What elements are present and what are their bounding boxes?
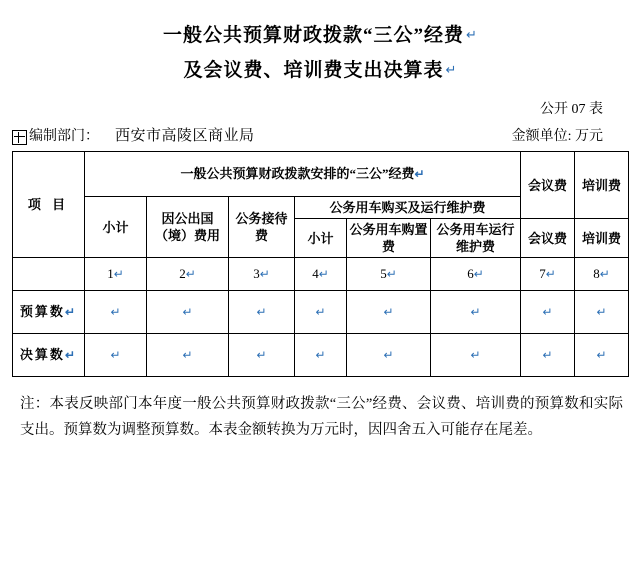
header-cell-item: 项 目 <box>12 152 84 258</box>
cell-final-abroad[interactable] <box>146 334 228 377</box>
number-6: 6 <box>467 266 474 281</box>
footnote <box>20 391 623 443</box>
number-cell-blank <box>12 258 84 291</box>
cell-final-vehicle-subtotal[interactable] <box>294 334 346 377</box>
row-label-text: 决算数 <box>19 347 65 362</box>
row-label-text: 预算数 <box>19 304 65 319</box>
paragraph-mark-icon: ↵ <box>318 267 329 281</box>
number-3: 3 <box>253 266 260 281</box>
header-cell-group <box>84 152 520 197</box>
paragraph-mark-icon: ↵ <box>256 305 267 319</box>
paragraph-mark-icon: ↵ <box>185 267 196 281</box>
number-cell-7 <box>521 258 575 291</box>
cell-budget-vehicle-maintain[interactable] <box>430 291 520 334</box>
paragraph-mark-icon: ↵ <box>110 348 121 362</box>
paragraph-mark-icon: ↵ <box>470 348 481 362</box>
cell-budget-reception[interactable] <box>228 291 294 334</box>
table-row-numbers <box>12 258 628 291</box>
header-cell-reception: 公务接待费 <box>228 197 294 258</box>
meta-row <box>0 124 641 145</box>
row-label-final <box>12 334 84 377</box>
paragraph-mark-icon: ↵ <box>545 267 556 281</box>
cell-final-training[interactable] <box>575 334 629 377</box>
cell-budget-abroad[interactable] <box>146 291 228 334</box>
number-2: 2 <box>179 266 186 281</box>
open-number: 公开 07 表 <box>540 102 603 117</box>
table-move-handle-icon[interactable] <box>12 130 27 145</box>
paragraph-mark-icon: ↵ <box>470 305 481 319</box>
paragraph-mark-icon: ↵ <box>596 348 607 362</box>
cell-final-reception[interactable] <box>228 334 294 377</box>
header-cell-meeting-2: 会议费 <box>521 219 575 258</box>
number-cell-8 <box>575 258 629 291</box>
paragraph-mark-icon: ↵ <box>182 305 193 319</box>
paragraph-mark-icon: ↵ <box>542 305 553 319</box>
paragraph-mark-icon: ↵ <box>315 348 326 362</box>
title-text-2: 及会议费、培训费支出决算表 <box>183 60 444 81</box>
cell-final-vehicle-purchase[interactable] <box>346 334 430 377</box>
amount-unit-label: 金额单位: 万元 <box>511 129 603 144</box>
cell-final-subtotal[interactable] <box>84 334 146 377</box>
header-group-text: 一般公共预算财政拨款安排的“三公”经费 <box>180 166 415 181</box>
header-cell-vehicle-maintain: 公务用车运行维护费 <box>430 219 520 258</box>
number-cell-1 <box>84 258 146 291</box>
document-title-line-2 <box>0 53 641 88</box>
paragraph-mark-icon: ↵ <box>315 305 326 319</box>
paragraph-mark-icon: ↵ <box>64 348 77 362</box>
paragraph-mark-icon: ↵ <box>466 27 478 42</box>
cell-budget-training[interactable] <box>575 291 629 334</box>
paragraph-mark-icon: ↵ <box>256 348 267 362</box>
number-7: 7 <box>539 266 546 281</box>
number-cell-6 <box>430 258 520 291</box>
dept-label: 编制部门： <box>29 129 99 144</box>
header-cell-abroad: 因公出国（境）费用 <box>146 197 228 258</box>
number-4: 4 <box>312 266 319 281</box>
number-8: 8 <box>593 266 600 281</box>
cell-final-meeting[interactable] <box>521 334 575 377</box>
number-cell-3 <box>228 258 294 291</box>
table-row <box>12 291 628 334</box>
paragraph-mark-icon: ↵ <box>383 305 394 319</box>
table-row <box>12 334 628 377</box>
paragraph-mark-icon: ↵ <box>414 167 425 181</box>
number-cell-5 <box>346 258 430 291</box>
paragraph-mark-icon: ↵ <box>64 305 77 319</box>
header-cell-subtotal: 小计 <box>84 197 146 258</box>
paragraph-mark-icon: ↵ <box>386 267 397 281</box>
header-cell-training-2: 培训费 <box>575 219 629 258</box>
paragraph-mark-icon: ↵ <box>445 62 458 77</box>
number-cell-2 <box>146 258 228 291</box>
paragraph-mark-icon: ↵ <box>599 267 610 281</box>
header-cell-meeting: 会议费 <box>521 152 575 219</box>
table-row-group-header <box>12 152 628 197</box>
cell-budget-meeting[interactable] <box>521 291 575 334</box>
number-cell-4 <box>294 258 346 291</box>
paragraph-mark-icon: ↵ <box>596 305 607 319</box>
document-title-line-1 <box>0 18 641 53</box>
cell-final-vehicle-maintain[interactable] <box>430 334 520 377</box>
cell-budget-subtotal[interactable] <box>84 291 146 334</box>
paragraph-mark-icon: ↵ <box>473 267 484 281</box>
header-cell-vehicle-purchase: 公务用车购置费 <box>346 219 430 258</box>
cell-budget-vehicle-subtotal[interactable] <box>294 291 346 334</box>
paragraph-mark-icon: ↵ <box>182 348 193 362</box>
header-cell-training: 培训费 <box>575 152 629 219</box>
row-label-budget <box>12 291 84 334</box>
header-cell-vehicle-group: 公务用车购买及运行维护费 <box>294 197 520 219</box>
footnote-text: 本表反映部门本年度一般公共预算财政拨款“三公”经费、会议费、培训费的预算数和实际支出。预算数为调整预算数。本表金额转换为万元时，因四舍五入可能存在尾差。 <box>20 396 623 438</box>
footnote-prefix: 注： <box>20 396 50 412</box>
number-1: 1 <box>107 266 114 281</box>
paragraph-mark-icon: ↵ <box>113 267 124 281</box>
paragraph-mark-icon: ↵ <box>110 305 121 319</box>
paragraph-mark-icon: ↵ <box>383 348 394 362</box>
title-text-1: 一般公共预算财政拨款“三公”经费 <box>163 25 465 46</box>
number-5: 5 <box>380 266 387 281</box>
paragraph-mark-icon: ↵ <box>259 267 270 281</box>
paragraph-mark-icon: ↵ <box>542 348 553 362</box>
dept-value: 西安市高陵区商业局 <box>115 128 255 144</box>
budget-table <box>12 151 629 377</box>
header-cell-vehicle-subtotal: 小计 <box>294 219 346 258</box>
cell-budget-vehicle-purchase[interactable] <box>346 291 430 334</box>
title-block <box>0 0 641 88</box>
